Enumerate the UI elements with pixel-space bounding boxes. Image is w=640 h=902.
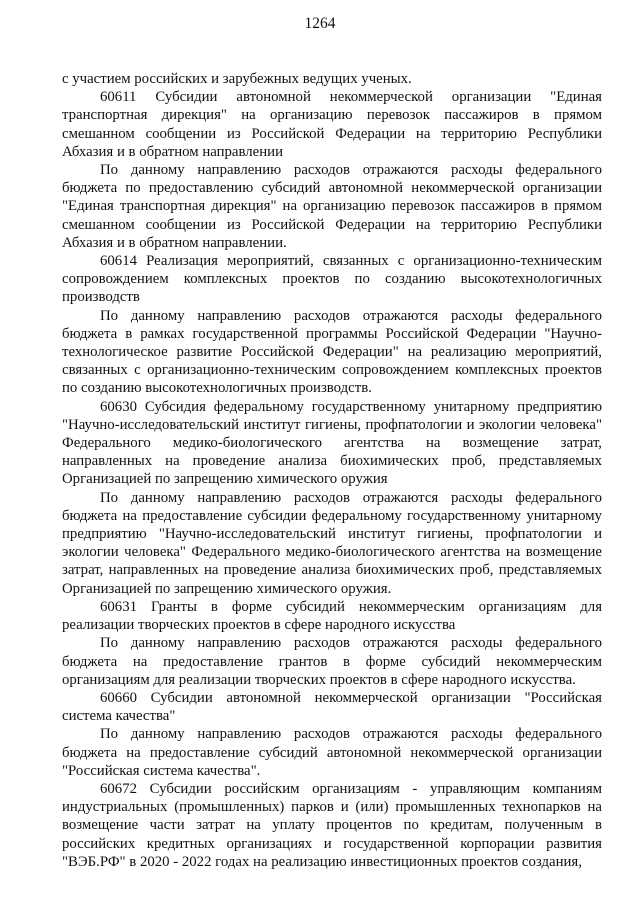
paragraph-60631-description: По данному направлению расходов отражаются расходы федерального бюджета на предоставление грантов в форме субсидий некоммерческим организациям для реализации творческих проектов в сфере народного искусства.	[62, 635, 602, 688]
paragraph-60611-description: По данному направлению расходов отражаются расходы федерального бюджета по предоставлению субсидий автономной некоммерческой организации "Единая транспортная дирекция" на организацию перевозок пассажиров в прямом смешанном сообщении из Российской Федерации на территорию Республики Абхазия и в обратном направлении.	[62, 162, 602, 251]
paragraph-60660-description: По данному направлению расходов отражаются расходы федерального бюджета на предоставление субсидий автономной некоммерческой организации "Российская система качества".	[62, 726, 602, 779]
document-body	[62, 70, 602, 871]
paragraph-60630-description: По данному направлению расходов отражаются расходы федерального бюджета на предоставление субсидии федеральному государственному унитарному предприятию "Научно-исследовательский институт гигиены, профпатологии и экологии человека" Федерального медико-биологического агентства на возмещение затрат, направленных на проведение анализа биохимических проб, представляемых Организацией по запрещению химического оружия.	[62, 489, 602, 597]
paragraph-60614-description: По данному направлению расходов отражаются расходы федерального бюджета в рамках государственной программы Российской Федерации "Научно-технологическое развитие Российской Федерации" на реализацию мероприятий, связанных с организационно-техническим сопровождением комплексных проектов по созданию высокотехнологичных производств.	[62, 307, 602, 397]
paragraph-60611-heading: 60611 Субсидии автономной некоммерческой организации "Единая транспортная дирекция" на организацию перевозок пассажиров в прямом смешанном сообщении из Российской Федерации на территорию Республики Абхазия и в обратном направлении	[62, 89, 602, 160]
paragraph-continuation: с участием российских и зарубежных ведущих ученых.	[62, 71, 412, 87]
paragraph-60614-heading: 60614 Реализация мероприятий, связанных с организационно-техническим сопровождением комплексных проектов по созданию высокотехнологичных производств	[62, 253, 602, 306]
paragraph-60660-heading: 60660 Субсидии автономной некоммерческой организации "Российская система качества"	[62, 689, 602, 725]
paragraph-60630-heading: 60630 Субсидия федеральному государственному унитарному предприятию "Научно-исследовательский институт гигиены, профпатологии и экологии человека" Федерального медико-биологического агентства на возмещение затрат, направленных на проведение анализа биохимических проб, представляемых Организацией по запрещению химического оружия	[62, 398, 602, 488]
paragraph-60672-heading: 60672 Субсидии российским организациям - управляющим компаниям индустриальных (промышленных) парков и (или) промышленных технопарков на возмещение части затрат на уплату процентов по кредитам, полученным в российских кредитных организациях и государственной корпорации развития "ВЭБ.РФ" в 2020 - 2022 годах на реализацию инвестиционных проектов создания,	[62, 780, 602, 870]
paragraph-60631-heading: 60631 Гранты в форме субсидий некоммерческим организациям для реализации творческих проектов в сфере народного искусства	[62, 598, 602, 634]
page-number: 1264	[304, 15, 336, 32]
